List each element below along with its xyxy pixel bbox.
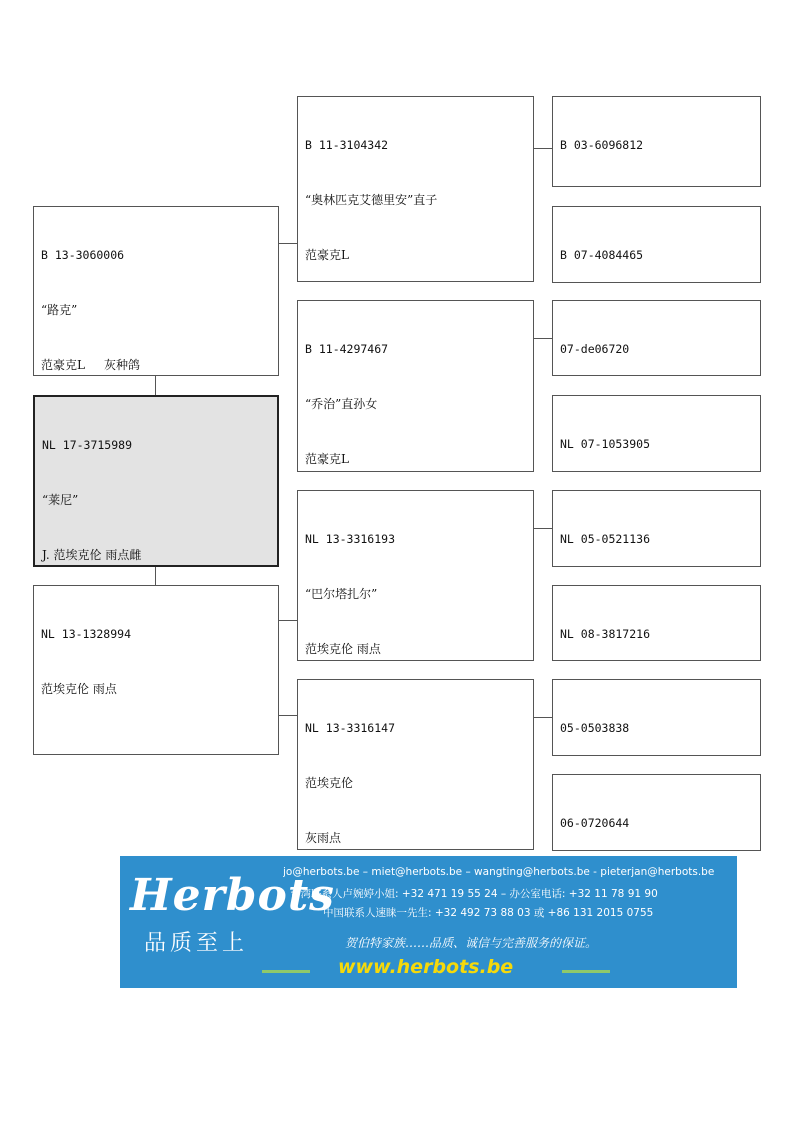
banner-divider — [562, 970, 610, 973]
dam-dam-ring: NL 13-3316147 — [305, 721, 396, 736]
sire-dam-line: 范豪克L — [305, 451, 349, 466]
subject-card — [33, 395, 279, 567]
dam-sire-line: 范埃克伦 雨点 — [305, 641, 381, 656]
connector — [279, 620, 297, 621]
sire-sire-line: “奥林匹克艾德里安”直子 — [305, 193, 438, 208]
banner-tagline: 贺伯特家族……品质、诚信与完善服务的保证。 — [345, 936, 598, 950]
connector — [534, 338, 552, 339]
sd-sire-card — [552, 300, 761, 376]
dam-sire-line: “巴尔塔扎尔” — [305, 587, 378, 602]
ds-sire-ring: NL 05-0521136 — [560, 532, 651, 547]
subject-line: J. 范埃克伦 雨点雌 — [42, 547, 142, 562]
banner-slogan: 品质至上 — [144, 931, 249, 956]
subject-ring: NL 17-3715989 — [42, 438, 133, 453]
connector — [534, 528, 552, 529]
dam-dam-card — [297, 679, 534, 850]
sd-sire-ring: 07-de06720 — [560, 342, 630, 357]
subject-line: “莱尼” — [42, 493, 79, 508]
dd-dam-card — [552, 774, 761, 851]
sd-dam-ring: NL 07-1053905 — [560, 437, 651, 452]
connector — [155, 566, 156, 585]
sire-dam-line: “乔治”直孙女 — [305, 397, 378, 412]
connector — [534, 717, 552, 718]
connector — [534, 148, 552, 149]
ds-sire-card — [552, 490, 761, 567]
connector — [279, 243, 297, 244]
sire-line: “路克” — [41, 303, 78, 318]
ss-sire-card — [552, 96, 761, 187]
banner-divider — [262, 970, 310, 973]
sire-dam-ring: B 11-4297467 — [305, 342, 389, 357]
dam-card — [33, 585, 279, 755]
sire-sire-ring: B 11-3104342 — [305, 138, 389, 153]
herbots-logo: Herbots — [130, 870, 335, 921]
ss-dam-card — [552, 206, 761, 283]
dd-sire-card — [552, 679, 761, 756]
sire-dam-card — [297, 300, 534, 472]
dam-line: 范埃克伦 雨点 — [41, 682, 117, 697]
sire-ring: B 13-3060006 — [41, 248, 125, 263]
dam-sire-card — [297, 490, 534, 661]
herbots-banner — [120, 856, 737, 988]
sire-sire-card — [297, 96, 534, 282]
sire-line: 范豪克L 灰种鸽 — [41, 357, 141, 372]
sire-card — [33, 206, 279, 376]
dam-sire-ring: NL 13-3316193 — [305, 532, 396, 547]
ss-sire-ring: B 03-6096812 — [560, 138, 644, 153]
sd-dam-card — [552, 395, 761, 472]
banner-china-contact: 中国联系人速睐一先生: +32 492 73 88 03 或 +86 131 2015 0755 — [323, 907, 654, 919]
dam-dam-line: 范埃克伦 — [305, 776, 354, 791]
sire-sire-line: 范豪克L — [305, 247, 349, 262]
banner-emails: jo@herbots.be – miet@herbots.be – wangting@herbots.be - pieterjan@herbots.be — [283, 866, 715, 878]
dam-dam-line: 灰雨点 — [305, 830, 342, 845]
dd-dam-ring: 06-0720644 — [560, 816, 630, 831]
ds-dam-card — [552, 585, 761, 661]
connector — [155, 375, 156, 395]
banner-website[interactable]: www.herbots.be — [338, 956, 514, 978]
connector — [279, 715, 297, 716]
dd-sire-ring: 05-0503838 — [560, 721, 630, 736]
banner-taiwan-contact: 台湾联系人卢婉婷小姐: +32 471 19 55 24 – 办公室电话: +32 11 78 91 90 — [290, 888, 658, 900]
ds-dam-ring: NL 08-3817216 — [560, 627, 651, 642]
ss-dam-ring: B 07-4084465 — [560, 248, 644, 263]
dam-ring: NL 13-1328994 — [41, 627, 132, 642]
